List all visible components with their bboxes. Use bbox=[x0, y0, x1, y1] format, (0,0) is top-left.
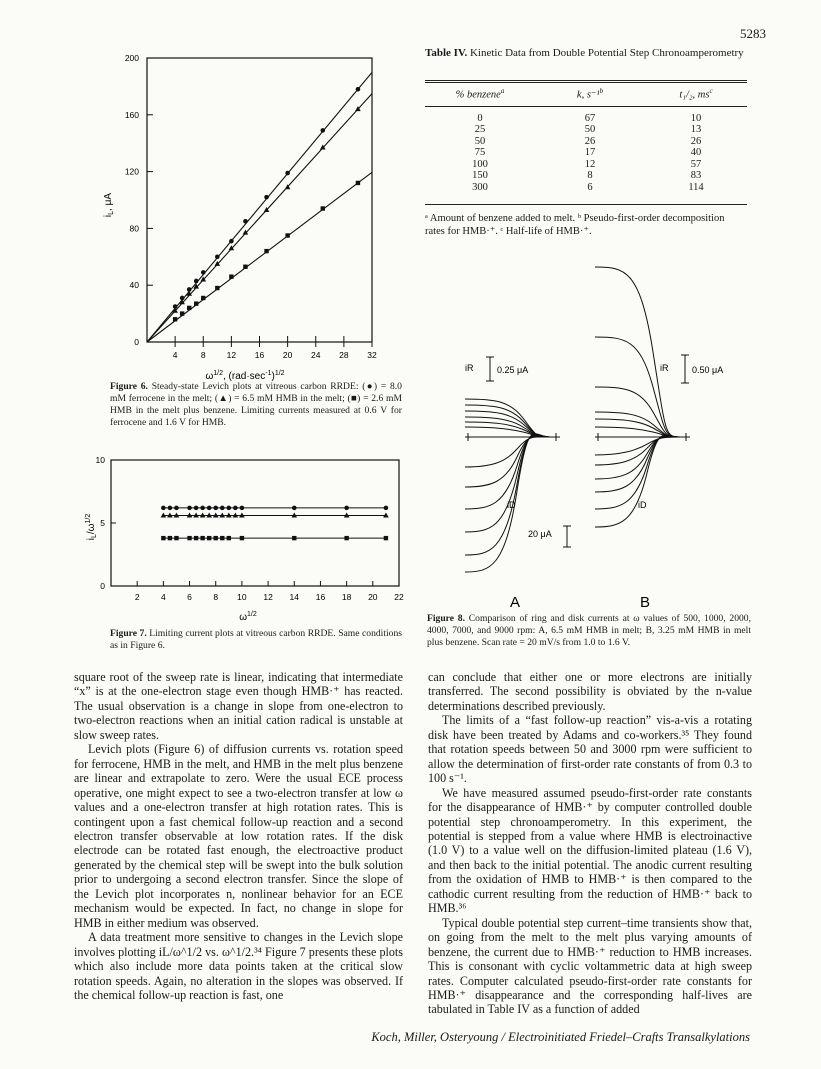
table-row bbox=[425, 182, 747, 194]
figure-7-point bbox=[161, 506, 166, 511]
figure-8-traces bbox=[465, 267, 723, 611]
figure-6-plot bbox=[125, 53, 377, 360]
figure-7-point bbox=[214, 536, 218, 540]
body-paragraph: can conclude that either one or more electrons are initially transferred. The second possibility is obviated by the n-value determinations described previously. bbox=[428, 670, 752, 713]
figure-8-ring-trace bbox=[465, 411, 550, 437]
running-footer: Koch, Miller, Osteryoung / Electroinitiated Friedel–Crafts Transalkylations bbox=[371, 1030, 750, 1044]
figure-6-point bbox=[285, 171, 290, 176]
figure-6-point bbox=[215, 286, 219, 290]
figure-7-point bbox=[220, 536, 224, 540]
figure-7-xtick-label: 4 bbox=[160, 592, 166, 602]
figure-7-point bbox=[161, 536, 165, 540]
figure-8-disk-trace bbox=[595, 437, 680, 479]
figure-8-scale-b-ring: 0.50 μA bbox=[692, 365, 724, 375]
table-cell: 150 bbox=[472, 170, 488, 181]
figure-7-point bbox=[174, 536, 178, 540]
figure-6-xtick-label: 24 bbox=[311, 350, 321, 360]
table-row bbox=[425, 136, 747, 148]
figure-7-xtick-label: 10 bbox=[237, 592, 247, 602]
figure-6-point bbox=[229, 239, 234, 244]
figure-8-label-b: B bbox=[639, 594, 651, 611]
figure-7-point bbox=[174, 506, 179, 511]
figure-7-ylabel: $i_L/\omega^{1/2}$ bbox=[85, 513, 98, 541]
figure-8 bbox=[455, 245, 755, 615]
figure-6-ytick-label: 0 bbox=[134, 337, 139, 347]
figure-8-ring-trace bbox=[465, 399, 550, 437]
table-cell: 83 bbox=[690, 170, 702, 181]
figure-7-point bbox=[240, 536, 244, 540]
figure-7-xlabel: $\omega^{1/2}$ bbox=[239, 611, 257, 623]
table-cell: 100 bbox=[472, 158, 488, 170]
figure-7-point bbox=[227, 536, 231, 540]
figure-6-point bbox=[264, 195, 269, 200]
figure-7-xtick-label: 16 bbox=[315, 592, 326, 602]
figure-7-point bbox=[344, 506, 349, 511]
figure-8-disk-trace bbox=[595, 437, 680, 455]
figure-6-xtick-label: 28 bbox=[339, 350, 349, 360]
figure-6 bbox=[95, 45, 395, 385]
figure-6-point bbox=[229, 274, 233, 278]
figure-6-xtick-label: 20 bbox=[282, 350, 293, 360]
figure-6-ytick-label: 80 bbox=[129, 223, 139, 234]
figure-6-fit-line bbox=[147, 72, 372, 342]
figure-7-xtick-label: 2 bbox=[134, 592, 140, 602]
figure-8-id-label-b: iD bbox=[638, 500, 647, 510]
table-cell: 50 bbox=[584, 124, 596, 135]
figure-8-disk-trace bbox=[595, 437, 680, 465]
figure-8-ir-label-a: iR bbox=[465, 363, 474, 373]
figure-7-point bbox=[194, 536, 198, 540]
figure-7 bbox=[80, 452, 410, 627]
table-cell: 26 bbox=[584, 135, 596, 147]
figure-6-point bbox=[194, 301, 198, 305]
figure-7-point bbox=[194, 506, 199, 511]
figure-7-point bbox=[344, 536, 348, 540]
table-cell: 12 bbox=[584, 158, 596, 170]
table-kinetic-data bbox=[425, 87, 747, 193]
figure-6-point bbox=[201, 270, 206, 275]
figure-6-fit-line bbox=[147, 172, 372, 342]
table-header-row: % benzene$^a$ k, s⁻¹$^b$ t₁/₂, $ms^c$ bbox=[455, 87, 713, 101]
figure-6-point bbox=[321, 206, 325, 210]
figure-6-point bbox=[201, 296, 205, 300]
body-column-left bbox=[74, 670, 403, 1002]
figure-6-ytick-label: 120 bbox=[124, 166, 139, 177]
figure-6-xtick-label: 8 bbox=[200, 350, 206, 360]
figure-8-disk-trace bbox=[465, 436, 550, 487]
figure-7-point bbox=[384, 536, 388, 540]
figure-6-point bbox=[285, 233, 289, 237]
table-row bbox=[425, 113, 747, 125]
figure-6-point bbox=[264, 249, 268, 253]
table-cell: 6 bbox=[587, 181, 593, 193]
body-paragraph: Typical double potential step current–time transients show that, on going from the melt to the melt plus varying amounts of benzene, the current due to HMB·⁺ reduction to HMB increases. This is consonant with cyclic voltammetric data at high sweep rates. Computer calculated pseudo-first-order rate constants for HMB·⁺ disappearance and the corresponding half-lives are tabulated in Table IV as a function of added bbox=[428, 915, 752, 1017]
figure-7-plot bbox=[96, 455, 404, 602]
figure-7-xtick-label: 18 bbox=[341, 592, 352, 602]
figure-7-point bbox=[220, 506, 225, 511]
figure-8-scale-a-ring: 0.25 μA bbox=[497, 365, 529, 375]
body-column-right bbox=[428, 670, 752, 1017]
figure-8-disk-trace bbox=[465, 437, 550, 467]
figure-7-xtick-label: 20 bbox=[368, 592, 378, 602]
figure-7-point bbox=[168, 506, 173, 511]
figure-6-caption: Figure 6. Steady-state Levich plots at vitreous carbon RRDE: (●) = 8.0 mM ferrocene in the melt; (▲) = 6.5 mM HMB in the melt; (■) = 2.6 mM HMB in the melt plus benzene. Limiting currents measured at 0.6 V for ferrocene and 1.6 V for HMB. bbox=[110, 381, 402, 428]
table-footnote: ᵃ Amount of benzene added to melt. ᵇ Pseudo-first-order decomposition rates for HMB·⁺. ᶜ Half-life of HMB·⁺. bbox=[425, 213, 725, 237]
figure-7-ytick-label: 0 bbox=[100, 581, 105, 591]
figure-6-xtick-label: 16 bbox=[254, 350, 265, 360]
table-cell: 13 bbox=[690, 124, 702, 135]
figure-6-ytick-label: 200 bbox=[124, 53, 139, 63]
table-cell: 300 bbox=[472, 181, 488, 193]
body-paragraph: The limits of a “fast follow-up reaction” vis-a-vis a rotating disk have been treated by Adams and co-workers.³⁵ They found that rotation speeds between 50 and 3000 rpm were sufficient to allow the determination of first-order rate constants of from 0.3 to 100 s⁻¹. bbox=[428, 713, 752, 786]
figure-7-point bbox=[207, 506, 212, 511]
figure-6-fit-line bbox=[147, 94, 372, 342]
table-cell: 17 bbox=[584, 147, 596, 158]
table-rule-bottom bbox=[425, 204, 747, 205]
table-cell: 57 bbox=[690, 158, 702, 170]
figure-7-point bbox=[200, 536, 204, 540]
figure-6-point bbox=[187, 306, 191, 310]
figure-7-point bbox=[233, 506, 238, 511]
table-row bbox=[425, 124, 747, 136]
figure-6-point bbox=[356, 181, 360, 185]
figure-8-scale-disk: 20 μA bbox=[528, 529, 552, 539]
table-rule-top bbox=[425, 80, 747, 81]
figure-7-ytick-label: 5 bbox=[100, 518, 105, 528]
table-row bbox=[425, 170, 747, 182]
body-paragraph: We have measured assumed pseudo-first-order rate constants for the disappearance of HMB·⁺ by computer controlled double potential step chronoamperometry. In this experiment, the potential is stepped from a value where HMB is electroinactive (1.0 V) to a value well on the diffusion-limited plateau (1.6 V), and then back to the initial potential. The anodic current resulting from the oxidation of HMB to HMB·⁺ is then compared to the cathodic current resulting from the reduction of HMB·⁺ back to HMB.³⁶ bbox=[428, 785, 752, 916]
page-number: 5283 bbox=[740, 26, 766, 41]
figure-6-point bbox=[243, 219, 248, 224]
figure-7-xtick-label: 22 bbox=[394, 592, 404, 602]
figure-6-point bbox=[243, 265, 247, 269]
table-cell: 26 bbox=[690, 135, 702, 147]
figure-7-point bbox=[227, 506, 232, 511]
body-paragraph: Levich plots (Figure 6) of diffusion currents vs. rotation speed for ferrocene, HMB in the melt, and HMB in the melt plus benzene are linear and extrapolate to zero. Were the usual ECE process operative, one might expect to see a two-electron transfer at low ω values and a one-electron transfer at high rotation rates. This is contingent upon a fast chemical follow-up reaction and a second electron transfer observable at low rotation rates. If the disk electrode can be rotated fast enough, the electroactive product generated by the chemical step will be swept into the bulk solution prior to undergoing a second electron transfer. Since the slope of the Levich plot incorporates n, nonlinear behavior for an ECE mechanism would be expected. In fact, no change in slope for HMB in either medium was observed. bbox=[74, 742, 403, 930]
table-row bbox=[425, 147, 747, 159]
figure-6-xlabel: $\omega^{1/2}$, $(rad\cdot\sec^{-1})^{1/2}$ bbox=[205, 370, 285, 382]
figure-7-point bbox=[240, 506, 245, 511]
figure-7-point bbox=[187, 506, 192, 511]
table-cell: 40 bbox=[690, 147, 702, 158]
figure-8-ring-trace bbox=[595, 267, 680, 437]
figure-7-xtick-label: 6 bbox=[187, 592, 192, 602]
figure-8-ir-label-b: iR bbox=[660, 363, 669, 373]
figure-7-xtick-label: 12 bbox=[263, 592, 273, 602]
figure-7-point bbox=[292, 536, 296, 540]
figure-7-point bbox=[207, 536, 211, 540]
figure-6-xtick-label: 12 bbox=[226, 350, 237, 360]
figure-7-point bbox=[384, 506, 389, 511]
figure-6-point bbox=[180, 311, 184, 315]
body-paragraph: A data treatment more sensitive to changes in the Levich slope involves plotting iL/ω^1/2 vs. ω^1/2.³⁴ Figure 7 presents these plots which also include more data points taken at the critical slow rotation speeds. Again, no alteration in the slopes was observed. If the chemical follow-up reaction is fast, one bbox=[74, 930, 403, 1002]
figure-7-point bbox=[200, 506, 205, 511]
figure-6-point bbox=[356, 87, 361, 92]
table-title: Table IV. Kinetic Data from Double Potential Step Chronoamperometry bbox=[425, 47, 744, 59]
table-cell: 67 bbox=[584, 112, 596, 124]
table-cell: 0 bbox=[477, 112, 483, 124]
body-paragraph: square root of the sweep rate is linear, indicating that intermediate “x” is at the one-electron stage even though HMB·⁺ has reacted. The usual observation is a change in slope from one-electron to two-electron reactions when an initial cation radical is unstable at slow sweep rates. bbox=[74, 670, 403, 742]
figure-6-xtick-label: 4 bbox=[172, 350, 178, 360]
figure-7-xtick-label: 14 bbox=[289, 592, 300, 602]
figure-8-disk-trace bbox=[465, 435, 550, 532]
figure-6-point bbox=[194, 279, 199, 284]
figure-6-point bbox=[320, 128, 325, 133]
table-rule-top-2 bbox=[425, 82, 747, 83]
figure-8-caption: Figure 8. Comparison of ring and disk currents at ω values of 500, 1000, 2000, 4000, 7000, and 9000 rpm: A, 6.5 mM HMB in melt; B, 3.25 mM HMB in melt plus benzene. Scan rate = 20 mV/s from 1.0 to 1.6 V. bbox=[427, 613, 751, 648]
figure-7-frame bbox=[111, 460, 399, 586]
figure-7-point bbox=[187, 536, 191, 540]
figure-7-point bbox=[292, 506, 297, 511]
table-cell: 114 bbox=[688, 181, 704, 193]
table-cell: 75 bbox=[474, 147, 486, 158]
table-cell: 50 bbox=[474, 135, 486, 147]
figure-6-ytick-label: 160 bbox=[124, 109, 139, 120]
figure-8-id-label-a: iD bbox=[507, 500, 516, 510]
figure-6-xtick-label: 32 bbox=[367, 350, 377, 360]
figure-6-ylabel: $i_L$, μA bbox=[103, 192, 115, 218]
table-cell: 8 bbox=[587, 170, 593, 181]
figure-8-disk-trace bbox=[595, 436, 680, 509]
figure-7-ytick-label: 10 bbox=[95, 455, 105, 465]
figure-6-point bbox=[173, 317, 177, 321]
figure-7-point bbox=[168, 536, 172, 540]
figure-8-label-a: A bbox=[509, 594, 521, 611]
figure-7-caption: Figure 7. Limiting current plots at vitreous carbon RRDE. Same conditions as in Figure 6. bbox=[110, 628, 402, 651]
figure-6-ytick-label: 40 bbox=[129, 280, 139, 291]
figure-6-point bbox=[215, 255, 220, 260]
table-cell: 10 bbox=[690, 112, 702, 124]
table-row bbox=[425, 159, 747, 171]
figure-7-xtick-label: 8 bbox=[213, 592, 219, 602]
figure-7-point bbox=[213, 506, 218, 511]
table-cell: 25 bbox=[474, 124, 486, 135]
